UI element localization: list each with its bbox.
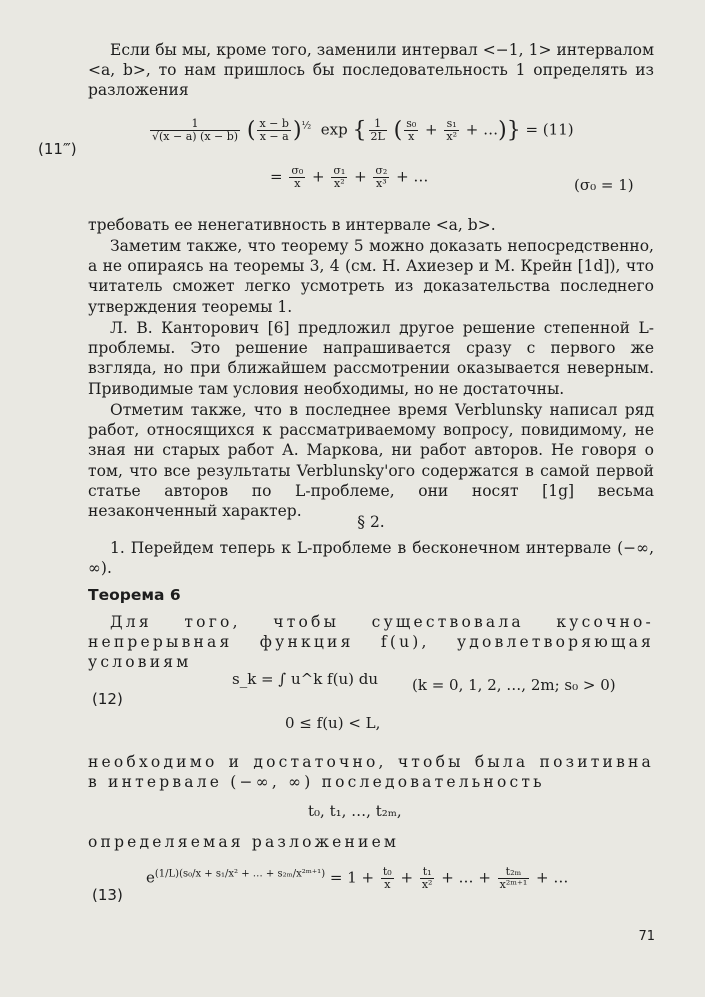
page-number: 71 (638, 929, 655, 944)
equation-13: $e^{(1/L)(s_0/x + s_1/x^2 + \dots + s_{2m}/x^2ᵐ^{+1})} = 1$ + $\frac{\text{t₀}}{x}$ + $\frac{\text{t₁}}{\text{x²}}$ + … + $\frac{\text{t₂ₘ}}{\text{x²ᵐ⁺¹}}$ + … (146, 865, 569, 891)
sequence-t: t₀, t₁, …, t₂ₘ, (308, 802, 402, 820)
paragraph-kantorovich: Л. В. Канторович [6] предложил другое решение степенной L-проблемы. Это решение напрашивается сразу с первого же взгляда, но при ближайшем рассмотрении оказывается неверным. Приводимые там условия необходимы, но не достаточны. (88, 319, 654, 398)
theorem-heading: Теорема 6 (88, 586, 181, 604)
equation-12-line1: s_k = ∫ u^k f(u) du (232, 670, 379, 688)
equation-11-line1: $\frac{1}{√(x - a) (x - b)}$ ( $\frac{x - b}{x - a}$ )$^{\frac{1}{2}}$ exp { $\frac{1}{2L}$ ( $\frac{\text{s₀}}{x}$ + $\frac{\text{s₁}}{\text{x²}}$ + …)} = (11) (152, 117, 574, 143)
paragraph-theorem5: Заметим также, что теорему 5 можно доказать непосредственно, а не опираясь на теоремы 3, 4 (см. Н. Ахиезер и М. Крейн [1d]), что читатель сможет легко усмотреть из доказательства последнего утверждения теоремы 1. (88, 237, 654, 316)
equation-label-13: (13) (92, 886, 123, 904)
theorem-statement: Для того, чтобы существовала кусочно-непрерывная функция f(u), удовлетворяющая условиям (88, 613, 654, 672)
paragraph-necessary: необходимо и достаточно, чтобы была позитивна в интервале (−∞, ∞) последовательность (88, 753, 654, 792)
equation-11-line2: = $\frac{\text{σ₀}}{x}$ + $\frac{\text{σ₁}}{\text{x²}}$ + $\frac{\text{σ₂}}{\text{x³}}$ + … (270, 164, 429, 190)
equation-12-condition: (k = 0, 1, 2, …, 2m; s₀ > 0) (412, 676, 616, 694)
section-heading: § 2. (357, 513, 385, 531)
equation-11-rhs: = (11) (525, 120, 574, 139)
paragraph-verblunsky: Отметим также, что в последнее время Verblunsky написал ряд работ, относящихся к рассматриваемому вопросу, повидимому, не зная ни старых работ А. Маркова, ни работ авторов. Не говоря о том, что все результаты Verblunsky'ого содержатся в самой первой статье авторов по L-проблеме, они носят [1g] весьма незаконченный характер. (88, 401, 654, 521)
paragraph-nonneg: требовать ее ненегативность в интервале <a, b>. (88, 216, 496, 234)
equation-label-12: (12) (92, 690, 123, 708)
paragraph-expansion: определяемая разложением (88, 833, 400, 851)
equation-label-11: (11‴) (38, 140, 77, 158)
paragraph-section2: 1. Перейдем теперь к L-проблеме в бесконечном интервале (−∞, ∞). (88, 539, 654, 578)
paragraph-intro: Если бы мы, кроме того, заменили интервал <−1, 1> интервалом <a, b>, то нам пришлось бы последовательность 1 определять из разложения (88, 41, 654, 100)
equation-12-line2: 0 ≤ f(u) < L, (285, 714, 381, 732)
equation-11-note: (σ₀ = 1) (574, 176, 634, 194)
